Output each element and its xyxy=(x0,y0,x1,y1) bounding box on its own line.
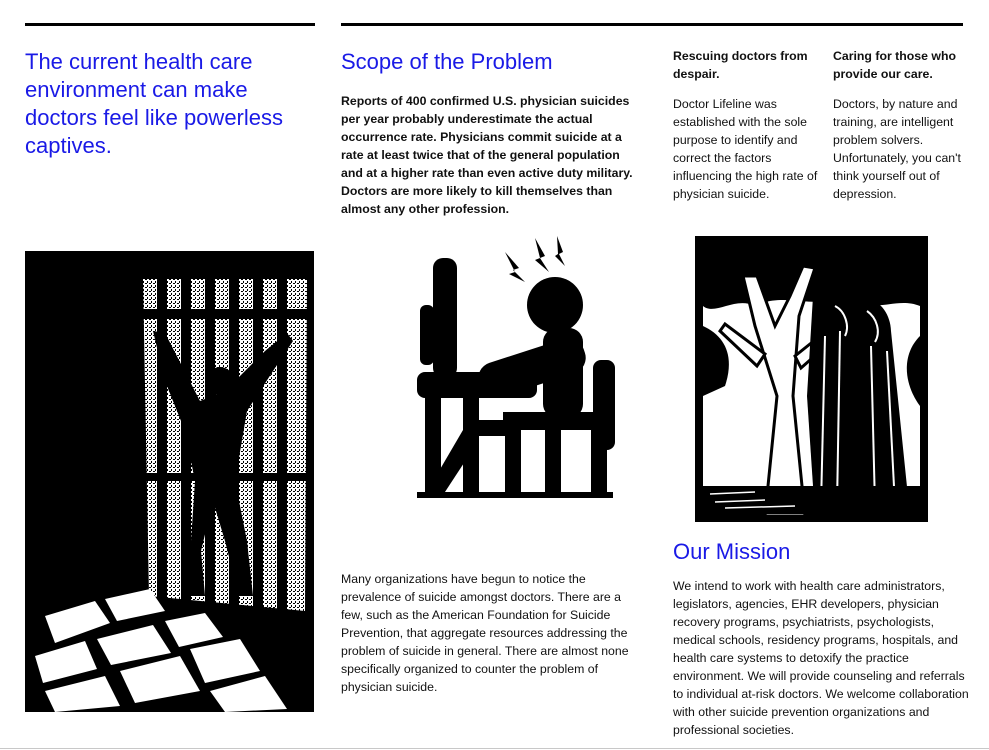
caring-text: Doctors, by nature and training, are intelligent problem solvers. Unfortunately, you can't think yourself out of depression. xyxy=(833,97,961,201)
prisoner-illustration xyxy=(25,251,314,712)
top-rule-right xyxy=(341,23,963,26)
caring-heading: Caring for those who provide our care. xyxy=(833,49,956,81)
scope-body-paragraph: Many organizations have begun to notice the prevalence of suicide amongst doctors. There are a few, such as the American Foundation for Suicide Prevention, that aggregate resources addressing the problem of suicide in general. There are almost none specifically organized to counter the problem of physician suicide. xyxy=(341,572,629,694)
mission-title: Our Mission xyxy=(673,539,791,564)
rescuing-heading: Rescuing doctors from despair. xyxy=(673,49,808,81)
page-bottom-edge xyxy=(0,748,989,749)
top-rule-left xyxy=(25,23,315,26)
mission-body-paragraph: We intend to work with health care administrators, legislators, agencies, EHR developers, physician recovery programs, psychiatrists, psychologists, medical schools, residency programs, hospitals, and health care systems to detoxify the practice environment. We will provide counseling and referrals to individual at-risk doctors. We welcome collaboration with other suicide prevention organizations and professional societies. xyxy=(673,579,969,737)
scope-lead-paragraph: Reports of 400 confirmed U.S. physician suicides per year probably underestimate the actual occurrence rate. Physicians commit suicide at a rate at least twice that of the general population and at a higher rate than even active duty military. Doctors are more likely to kill themselves than almost any other profession. xyxy=(341,94,633,216)
headline: The current health care environment can make doctors feel like powerless captives. xyxy=(25,49,284,158)
rescuing-text: Doctor Lifeline was established with the sole purpose to identify and correct the factors influencing the high rate of physician suicide. xyxy=(673,97,818,201)
stressed-doctor-illustration xyxy=(395,230,620,500)
scope-title: Scope of the Problem xyxy=(341,49,553,74)
woodcut-comfort-illustration xyxy=(695,236,928,522)
